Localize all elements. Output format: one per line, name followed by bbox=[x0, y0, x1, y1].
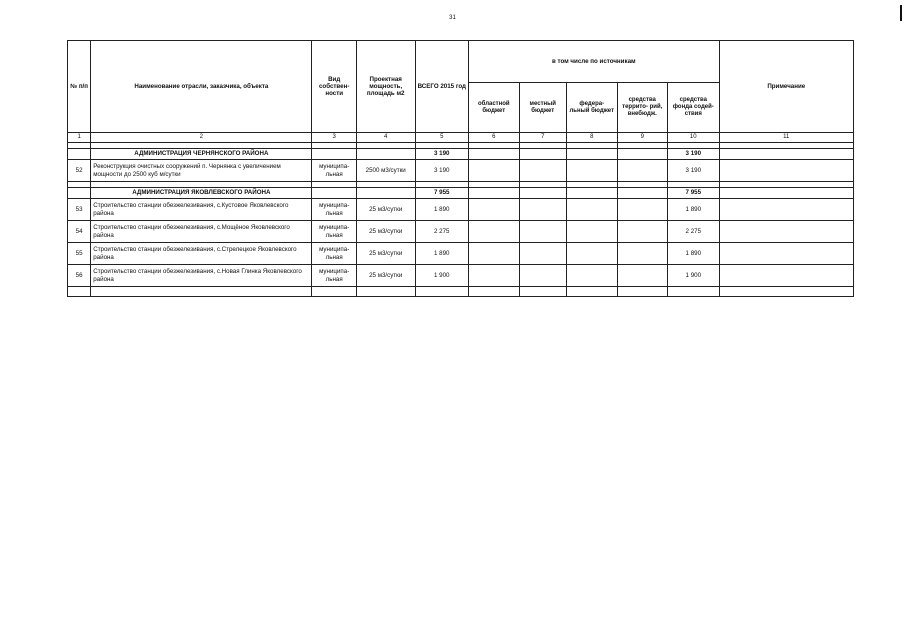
investment-table bbox=[67, 40, 854, 297]
row-num: 54 bbox=[68, 221, 91, 243]
row-ownership: муниципа- льная bbox=[312, 265, 356, 287]
column-number: 11 bbox=[719, 133, 853, 143]
header-sources-group: в том числе по источникам bbox=[469, 41, 720, 83]
row-fund: 2 275 bbox=[668, 221, 720, 243]
table-body bbox=[68, 143, 854, 297]
row-total: 1 890 bbox=[415, 243, 469, 265]
column-number: 8 bbox=[567, 133, 618, 143]
row-ownership: муниципа- льная bbox=[312, 243, 356, 265]
row-total: 3 190 bbox=[415, 160, 469, 182]
row-capacity: 25 м3/сутки bbox=[356, 199, 415, 221]
section-total: 3 190 bbox=[415, 149, 469, 160]
column-number-row bbox=[68, 133, 854, 143]
section-fund: 7 955 bbox=[668, 188, 720, 199]
section-fund: 3 190 bbox=[668, 149, 720, 160]
header-num: № п/п bbox=[68, 41, 91, 133]
row-fund: 3 190 bbox=[668, 160, 720, 182]
table-row bbox=[68, 160, 854, 182]
column-number: 5 bbox=[415, 133, 469, 143]
row-name: Строительство станции обезжелезивания, с.Стрелецкое Яковлевского района bbox=[91, 243, 312, 265]
row-num: 56 bbox=[68, 265, 91, 287]
row-fund: 1 890 bbox=[668, 199, 720, 221]
row-capacity: 25 м3/сутки bbox=[356, 221, 415, 243]
page-number: 31 bbox=[449, 15, 456, 21]
header-note: Примечание bbox=[719, 41, 853, 133]
section-row bbox=[68, 149, 854, 160]
section-title: АДМИНИСТРАЦИЯ ЧЕРНЯНСКОГО РАЙОНА bbox=[91, 149, 312, 160]
row-total: 1 890 bbox=[415, 199, 469, 221]
row-capacity: 25 м3/сутки bbox=[356, 243, 415, 265]
row-name: Реконструкция очистных сооружений п. Чернянка с увеличением мощности до 2500 куб м/сутки bbox=[91, 160, 312, 182]
row-name: Строительство станции обезжелезивания, с.Мощёное Яковлевского района bbox=[91, 221, 312, 243]
row-name: Строительство станции обезжелезивания, с.Новая Глинка Яковлевского района bbox=[91, 265, 312, 287]
table-row bbox=[68, 199, 854, 221]
column-number: 4 bbox=[356, 133, 415, 143]
row-num: 55 bbox=[68, 243, 91, 265]
header-name: Наименование отрасли, заказчика, объекта bbox=[91, 41, 312, 133]
row-fund: 1 900 bbox=[668, 265, 720, 287]
column-number: 9 bbox=[617, 133, 668, 143]
section-title: АДМИНИСТРАЦИЯ ЯКОВЛЕВСКОГО РАЙОНА bbox=[91, 188, 312, 199]
table-header bbox=[68, 41, 854, 143]
table-row bbox=[68, 221, 854, 243]
header-local-budget: местный бюджет bbox=[519, 83, 566, 133]
header-territorial-funds: средства террито- рий, внебюдж. bbox=[617, 83, 668, 133]
header-capacity: Проектная мощность, площадь м2 bbox=[356, 41, 415, 133]
column-number: 2 bbox=[91, 133, 312, 143]
section-total: 7 955 bbox=[415, 188, 469, 199]
scan-edge-mark bbox=[900, 5, 902, 21]
row-total: 1 900 bbox=[415, 265, 469, 287]
column-number: 7 bbox=[519, 133, 566, 143]
table-row bbox=[68, 243, 854, 265]
column-number: 10 bbox=[668, 133, 720, 143]
row-ownership: муниципа- льная bbox=[312, 221, 356, 243]
header-assistance-fund: средства фонда содей- ствия bbox=[668, 83, 720, 133]
header-regional-budget: областной бюджет bbox=[469, 83, 520, 133]
row-name: Строительство станции обезжелезивания, с.Кустовое Яковлевского района bbox=[91, 199, 312, 221]
row-capacity: 25 м3/сутки bbox=[356, 265, 415, 287]
row-ownership: муниципа- льная bbox=[312, 160, 356, 182]
row-num: 53 bbox=[68, 199, 91, 221]
header-federal-budget: федера- льный бюджет bbox=[567, 83, 618, 133]
row-num: 52 bbox=[68, 160, 91, 182]
row-total: 2 275 bbox=[415, 221, 469, 243]
header-ownership: Вид собствен- ности bbox=[312, 41, 356, 133]
column-number: 1 bbox=[68, 133, 91, 143]
row-capacity: 2500 м3/сутки bbox=[356, 160, 415, 182]
column-number: 3 bbox=[312, 133, 356, 143]
table-row bbox=[68, 265, 854, 287]
section-row bbox=[68, 188, 854, 199]
row-fund: 1 890 bbox=[668, 243, 720, 265]
empty-row bbox=[68, 287, 854, 297]
row-ownership: муниципа- льная bbox=[312, 199, 356, 221]
column-number: 6 bbox=[469, 133, 520, 143]
header-total: ВСЕГО 2015 год bbox=[415, 41, 469, 133]
